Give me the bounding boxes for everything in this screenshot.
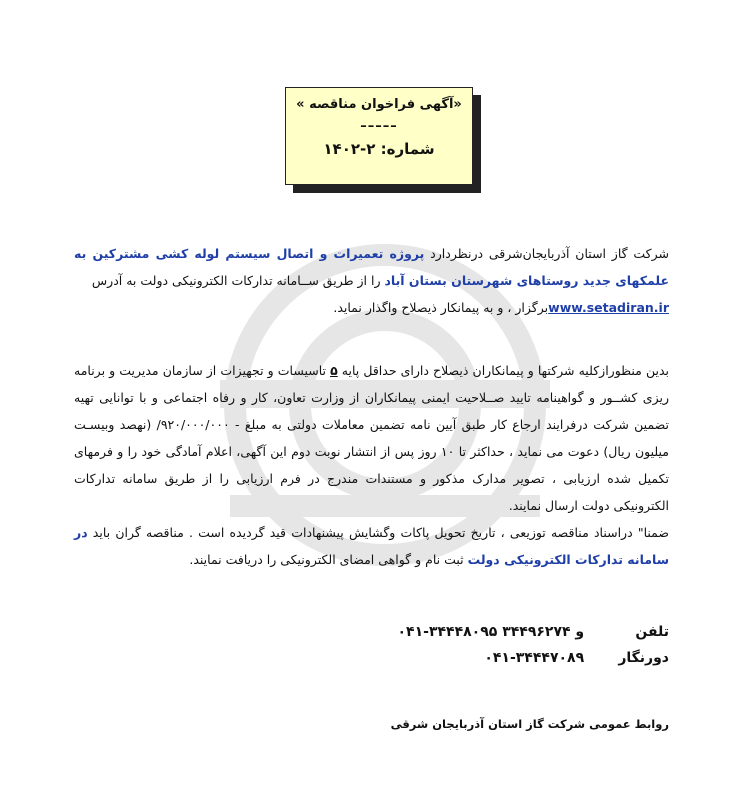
notice-title: «آگهی فراخوان مناقصه » [296, 97, 462, 112]
fax-row [484, 650, 669, 666]
notice-number-label: شماره: [380, 140, 435, 158]
paragraph3-text-b: ثبت نام و گواهی امضای الکترونیکی را دریافت نمایند. [189, 552, 468, 567]
notice-number [286, 138, 472, 160]
paragraph1-text-c: برگزار ، و به پیمانکار ذیصلاح واگذار نماید. [333, 300, 549, 315]
fax-value: ۰۴۱-۳۴۴۴۷۰۸۹ [484, 650, 585, 666]
grade-value: ۵ [330, 363, 338, 378]
notice-number-value: ۲-۱۴۰۲ [323, 140, 376, 158]
phone-row [398, 624, 670, 640]
title-box [285, 87, 473, 185]
phone-value: ۰۴۱-۳۴۴۴۸۰۹۵ و ۳۴۴۹۶۲۷۴ [397, 624, 585, 640]
phone-label: تلفن [635, 624, 669, 640]
paragraph-project [74, 240, 669, 321]
project-title: پروژه تعمیرات و اتصال سیستم لوله کشی مشترکین به علمکهای جدید روستاهای شهرستان بستان آباد [74, 246, 669, 288]
paragraph1-text-a: شرکت گاز استان آذربایجان‌شرقی درنظردارد [424, 246, 669, 261]
fax-label: دورنگار [618, 650, 669, 666]
paragraph3-text-a: ضمنا" دراسناد مناقصه توزیعی ، تاریخ تحویل پاکات وگشایش پیشنهادات قید گردیده است . مناقصه گران باید [87, 525, 669, 540]
title-separator: ––––– [360, 119, 398, 134]
setadiran-link[interactable]: www.setadiran.ir [548, 300, 669, 315]
paragraph2-text-a: بدین منظوراز‌کلیه شرکتها و پیمانکاران ذیصلاح دارای حداقل پایه [337, 363, 669, 378]
paragraph1-text-b: را از طریق ســامانه تدارکات الکترونیکی دولت به آدرس [91, 273, 385, 288]
paragraph2-text-b: تاسیسات و تجهیزات از سازمان مدیریت و برنامه ریزی کشــور و گواهینامه تایید صــلاحیت ایمنی پیمانکاران از وزارت تعاون، کار و رفاه اجتماعی و با توانایی تهیه تضمین شرکت درفرایند ارجاع کار طبق آیین نامه تضمین معاملات دولتی به مبلغ - ۹۲۰/۰۰۰/۰۰۰/ (نهصد وبیسـت میلیون ریال) دعوت می نماید ، حداکثر تا ۱۰ روز پس از انتشار نوبت دوم این آگهی، اعلام آمادگی خود را و فرمهای تکمیل شده ارزیابی ، تصویر مدارک مذکور و مستندات مندرج در فرم ارزیابی را از طریق سامانه تدارکات الکترونیکی دولت ارسال نمایند. [74, 363, 669, 513]
footer-signature: روابط عمومی شرکت گاز استان آذربایجان شرقی [390, 717, 669, 731]
setad-system-highlight: در سامانه تدارکات الکترونیکی دولت [74, 525, 669, 567]
paragraph-requirements [74, 357, 669, 573]
